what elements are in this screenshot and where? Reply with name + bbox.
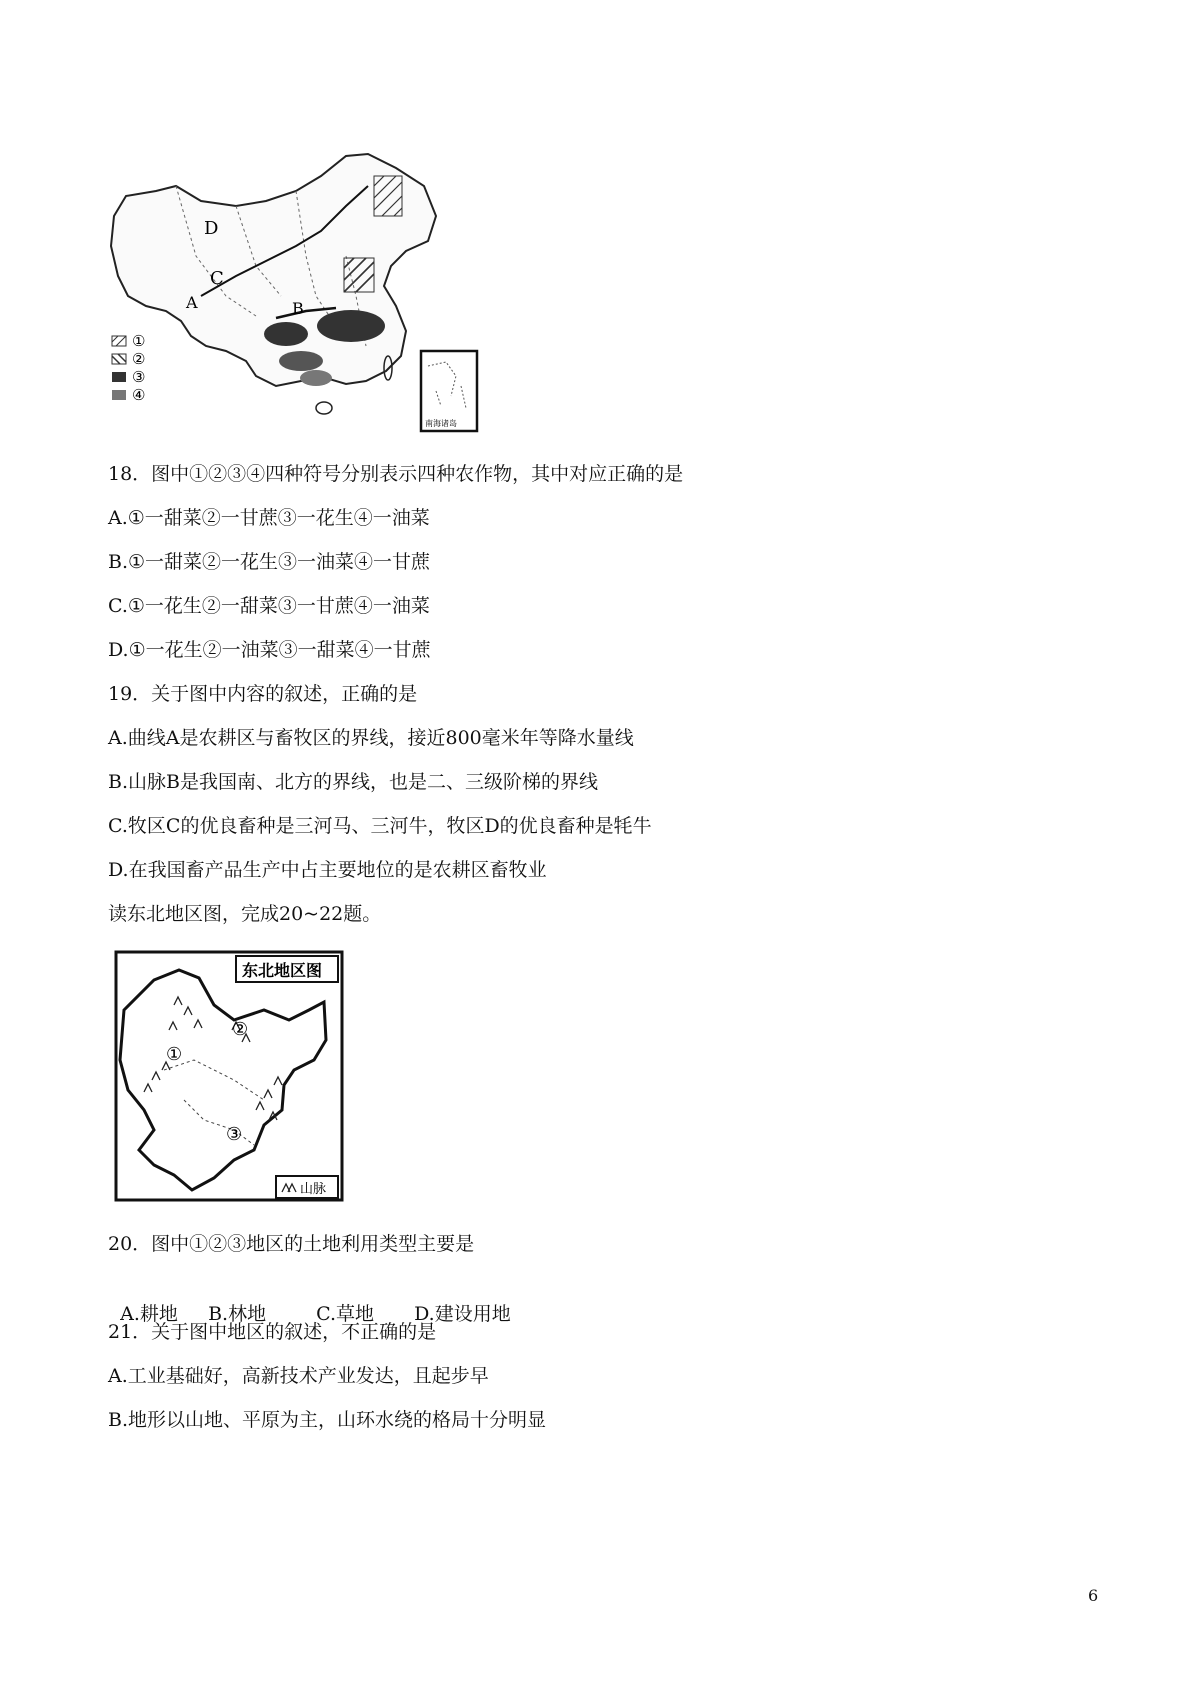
crop-region-4 [300,370,332,386]
northeast-map-svg [114,950,344,1202]
legend-1: ① [132,332,146,350]
map-label-c: C [210,268,224,289]
china-crop-map [106,146,486,436]
q20-stem: 20．图中①②③地区的土地利用类型主要是 [108,1233,475,1255]
south-sea-inset [421,351,477,431]
legend-4: ④ [132,386,146,404]
map2-title: 东北地区图 [242,961,323,980]
q21-stem: 21．关于图中地区的叙述，不正确的是 [108,1321,437,1343]
northeast-china-map [114,950,344,1202]
q18-option-b: B.①一甜菜②一花生③一油菜④一甘蔗 [108,551,431,573]
q19-option-a: A.曲线A是农耕区与畜牧区的界线，接近800毫米年等降水量线 [108,727,634,749]
legend-2: ② [132,350,146,368]
q20-option-b: B.林地 [208,1303,267,1325]
q20-option-d: D.建设用地 [414,1303,511,1325]
q21-option-b: B.地形以山地、平原为主，山环水绕的格局十分明显 [108,1409,547,1431]
q20-option-c: C.草地 [316,1303,374,1325]
section-intro: 读东北地区图，完成20~22题。 [108,903,382,925]
map2-legend-label: 山脉 [300,1182,327,1197]
q18-stem: 18．图中①②③④四种符号分别表示四种农作物，其中对应正确的是 [108,463,684,485]
q19-option-b: B.山脉B是我国南、北方的界线，也是二、三级阶梯的界线 [108,771,598,793]
map2-marker-2: ② [232,1019,249,1040]
q20-option-a: A.耕地 [120,1303,178,1325]
q21-option-a: A.工业基础好，高新技术产业发达，且起步早 [108,1365,489,1387]
map2-marker-3: ③ [226,1124,243,1145]
q19-option-c: C.牧区C的优良畜种是三河马、三河牛，牧区D的优良畜种是牦牛 [108,815,652,837]
q18-option-c: C.①一花生②一甜菜③一甘蔗④一油菜 [108,595,430,617]
crop-region-3 [264,322,308,346]
china-map-svg [106,146,486,436]
page-number: 6 [1088,1586,1099,1605]
map-label-d: D [204,218,219,239]
legend-3: ③ [132,368,146,386]
map-label-a: A [186,293,198,312]
q19-option-d: D.在我国畜产品生产中占主要地位的是农耕区畜牧业 [108,859,547,881]
map-label-b: B [292,299,304,318]
q18-option-d: D.①一花生②一油菜③一甜菜④一甘蔗 [108,639,431,661]
q19-stem: 19．关于图中内容的叙述，正确的是 [108,683,418,705]
china-outline [111,154,436,386]
map2-marker-1: ① [166,1044,183,1065]
map-legend [112,332,145,404]
q18-option-a: A.①一甜菜②一甘蔗③一花生④一油菜 [108,507,430,529]
inset-label: 南海诸岛 [425,419,457,428]
